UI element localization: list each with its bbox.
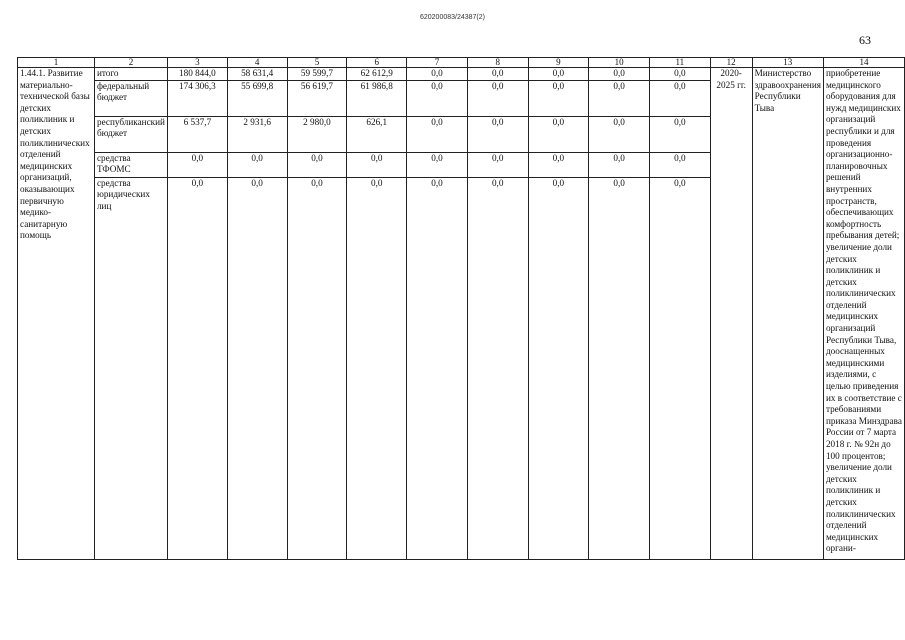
value-cell: 0,0 — [407, 116, 468, 152]
value-cell: 626,1 — [347, 116, 407, 152]
value-cell: 180 844,0 — [167, 68, 227, 81]
column-number: 13 — [752, 58, 823, 68]
value-cell: 0,0 — [649, 116, 710, 152]
value-cell: 0,0 — [528, 68, 589, 81]
value-cell: 58 631,4 — [227, 68, 287, 81]
value-cell: 0,0 — [227, 177, 287, 559]
column-number: 3 — [167, 58, 227, 68]
document-code: 620200083/24387(2) — [419, 14, 485, 21]
value-cell: 6 537,7 — [167, 116, 227, 152]
column-number: 7 — [407, 58, 468, 68]
value-cell: 0,0 — [528, 152, 589, 177]
value-cell: 0,0 — [528, 80, 589, 116]
source-cell: итого — [94, 68, 167, 81]
value-cell: 0,0 — [347, 177, 407, 559]
value-cell: 0,0 — [407, 152, 468, 177]
column-number: 9 — [528, 58, 589, 68]
program-table — [17, 57, 905, 560]
column-number: 12 — [710, 58, 752, 68]
value-cell: 174 306,3 — [167, 80, 227, 116]
value-cell: 0,0 — [649, 177, 710, 559]
column-number: 10 — [589, 58, 650, 68]
value-cell: 0,0 — [649, 152, 710, 177]
value-cell: 0,0 — [167, 152, 227, 177]
value-cell: 0,0 — [407, 80, 468, 116]
source-cell: средства ТФОМС — [94, 152, 167, 177]
value-cell: 56 619,7 — [287, 80, 347, 116]
value-cell: 0,0 — [347, 152, 407, 177]
column-number: 1 — [18, 58, 95, 68]
value-cell: 0,0 — [167, 177, 227, 559]
value-cell: 0,0 — [589, 116, 650, 152]
value-cell: 55 699,8 — [227, 80, 287, 116]
value-cell: 0,0 — [407, 177, 468, 559]
value-cell: 0,0 — [467, 116, 528, 152]
value-cell: 0,0 — [589, 68, 650, 81]
value-cell: 61 986,8 — [347, 80, 407, 116]
value-cell: 0,0 — [649, 80, 710, 116]
column-number: 14 — [823, 58, 904, 68]
value-cell: 0,0 — [467, 80, 528, 116]
value-cell: 0,0 — [287, 152, 347, 177]
measure-cell: 1.44.1. Развитие материально-технической базы детских поликлиник и детских поликлинических отделений медицинских организаций, оказывающих первичную медико-санитарную помощь — [18, 68, 95, 560]
column-number: 11 — [649, 58, 710, 68]
executor-cell: Министерство здравоохранения Республики Тыва — [752, 68, 823, 560]
value-cell: 2 931,6 — [227, 116, 287, 152]
column-number: 6 — [347, 58, 407, 68]
column-number: 5 — [287, 58, 347, 68]
result-cell: приобретение медицинского оборудования для нужд медицинских организаций республики и для проведения организационно-планировочных решений внутренних пространств, обеспечивающих комфортность пребывания детей; увеличение доли детских поликлиник и детских поликлинических отделений медицинских организаций Республики Тыва, дооснащенных медицинскими изделиями, с целью приведения их в соответствие с требованиями приказа Минздрава России от 7 марта 2018 г. № 92н до 100 процентов; увеличение доли детских поликлиник и детских поликлинических отделений медицинских органи- — [823, 68, 904, 560]
column-number: 4 — [227, 58, 287, 68]
value-cell: 0,0 — [287, 177, 347, 559]
value-cell: 0,0 — [589, 80, 650, 116]
value-cell: 0,0 — [528, 116, 589, 152]
value-cell: 0,0 — [589, 177, 650, 559]
value-cell: 0,0 — [528, 177, 589, 559]
source-cell: средства юридических лиц — [94, 177, 167, 559]
source-cell: республиканский бюджет — [94, 116, 167, 152]
value-cell: 59 599,7 — [287, 68, 347, 81]
value-cell: 2 980,0 — [287, 116, 347, 152]
table-row — [18, 68, 905, 81]
source-cell: федеральный бюджет — [94, 80, 167, 116]
period-cell: 2020-2025 гг. — [710, 68, 752, 560]
column-number: 2 — [94, 58, 167, 68]
value-cell: 0,0 — [649, 68, 710, 81]
column-number-row — [18, 58, 905, 68]
column-number: 8 — [467, 58, 528, 68]
value-cell: 62 612,9 — [347, 68, 407, 81]
value-cell: 0,0 — [467, 152, 528, 177]
value-cell: 0,0 — [589, 152, 650, 177]
value-cell: 0,0 — [227, 152, 287, 177]
value-cell: 0,0 — [467, 177, 528, 559]
value-cell: 0,0 — [407, 68, 468, 81]
value-cell: 0,0 — [467, 68, 528, 81]
page-number: 63 — [859, 33, 871, 47]
